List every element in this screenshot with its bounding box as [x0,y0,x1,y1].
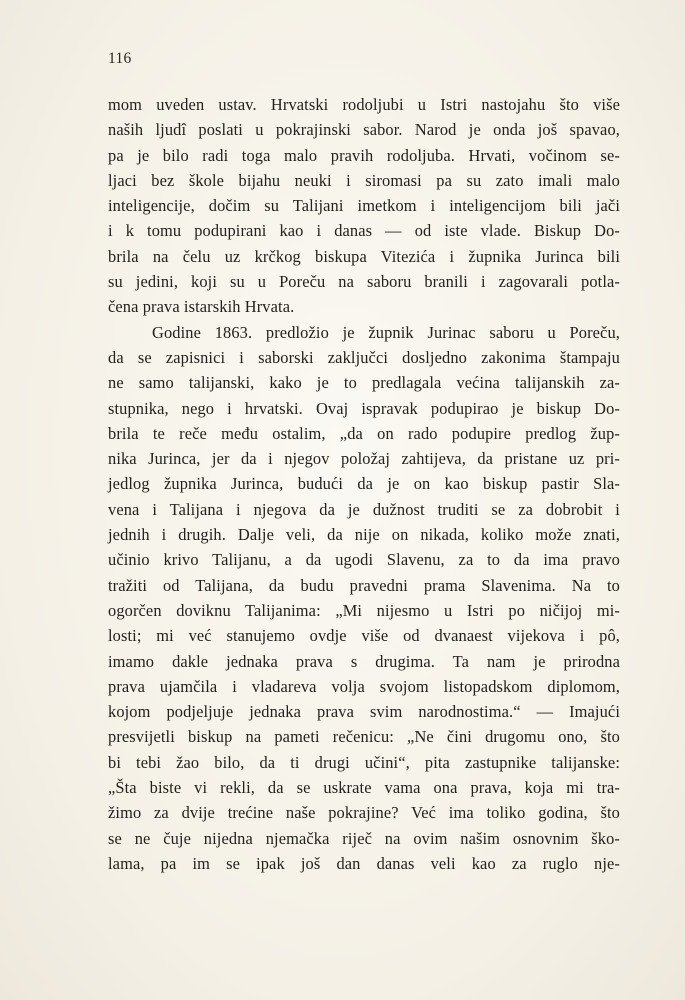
text-line: se ne čuje nijedna njemačka riječ na ovim našim osnovnim ško- [108,828,620,848]
text-line: žimo za dvije trećine naše pokrajine? Već ima toliko godina, što [108,803,620,823]
text-line: kojom podjeljuje jednaka prava svim narodnostima.“ — Imajući [108,702,620,722]
text-line: su jedini, koji su u Poreču na saboru branili i zagovarali potla- [108,272,620,292]
body-text [108,92,620,876]
text-line: jedlog župnika Jurinca, budući da je on kao biskup pastir Sla- [108,474,620,494]
text-line: ogorčen doviknu Talijanima: „Mi nijesmo u Istri po ničijoj mi- [108,600,620,620]
text-line: čena prava istarskih Hrvata. [108,297,295,317]
text-line: naših ljudî poslati u pokrajinski sabor. Narod je onda još spavao, [108,120,620,140]
text-line: mom uveden ustav. Hrvatski rodoljubi u Istri nastojahu što više [108,95,620,114]
text-line: vena i Talijana i njegova da je dužnost truditi se za dobrobit i [108,499,620,519]
text-line: imamo dakle jednaka prava s drugima. Ta nam je prirodna [108,651,620,671]
text-line: pa je bilo radi toga malo pravih rodoljuba. Hrvati, vočinom se- [108,145,620,165]
text-line: brila na čelu uz krčkog biskupa Vitezića i župnika Jurinca bili [108,246,620,266]
text-line: jednih i drugih. Dalje veli, da nije on nikada, koliko može znati, [108,525,620,545]
text-line: „Šta biste vi rekli, da se uskrate vama ona prava, koja mi tra- [108,778,620,798]
text-line: stupnika, nego i hrvatski. Ovaj ispravak podupirao je biskup Do- [108,398,620,418]
text-line: tražiti od Talijana, da budu pravedni prama Slavenima. Na to [108,575,620,595]
text-line: bi tebi žao bilo, da ti drugi učini“, pita zastupnike talijanske: [108,752,620,772]
text-line: da se zapisnici i saborski zaključci dosljedno zakonima štampaju [108,347,620,367]
text-line: Godine 1863. predložio je župnik Jurinac saboru u Poreču, [152,322,620,342]
text-line: učinio krivo Talijanu, a da ugodi Slavenu, za to da ima pravo [108,550,620,570]
page-number: 116 [108,50,132,67]
text-line: ljaci bez škole bijahu neuki i siromasi pa su zato imali malo [108,170,620,190]
text-line: ne samo talijanski, kako je to predlagala većina talijanskih za- [108,373,620,393]
text-line: brila te reče među ostalim, „da on rado podupire predlog žup- [108,423,620,443]
text-line: i k tomu podupirani kao i danas — od iste vlade. Biskup Do- [108,221,620,241]
text-line: inteligencije, dočim su Talijani imetkom i inteligencijom bili jači [108,196,620,216]
text-line: losti; mi već stanujemo ovdje više od dvanaest vijekova i pô, [108,626,620,646]
text-line: prava ujamčila i vladareva volja svojom listopadskom diplomom, [108,676,620,696]
text-line: nika Jurinca, jer da i njegov položaj zahtijeva, da pristane uz pri- [108,449,620,469]
text-line: presvijetli biskup na pameti rečenicu: „Ne čini drugomu ono, što [108,727,620,747]
text-line: lama, pa im se ipak još dan danas veli kao za ruglo nje- [108,853,620,873]
